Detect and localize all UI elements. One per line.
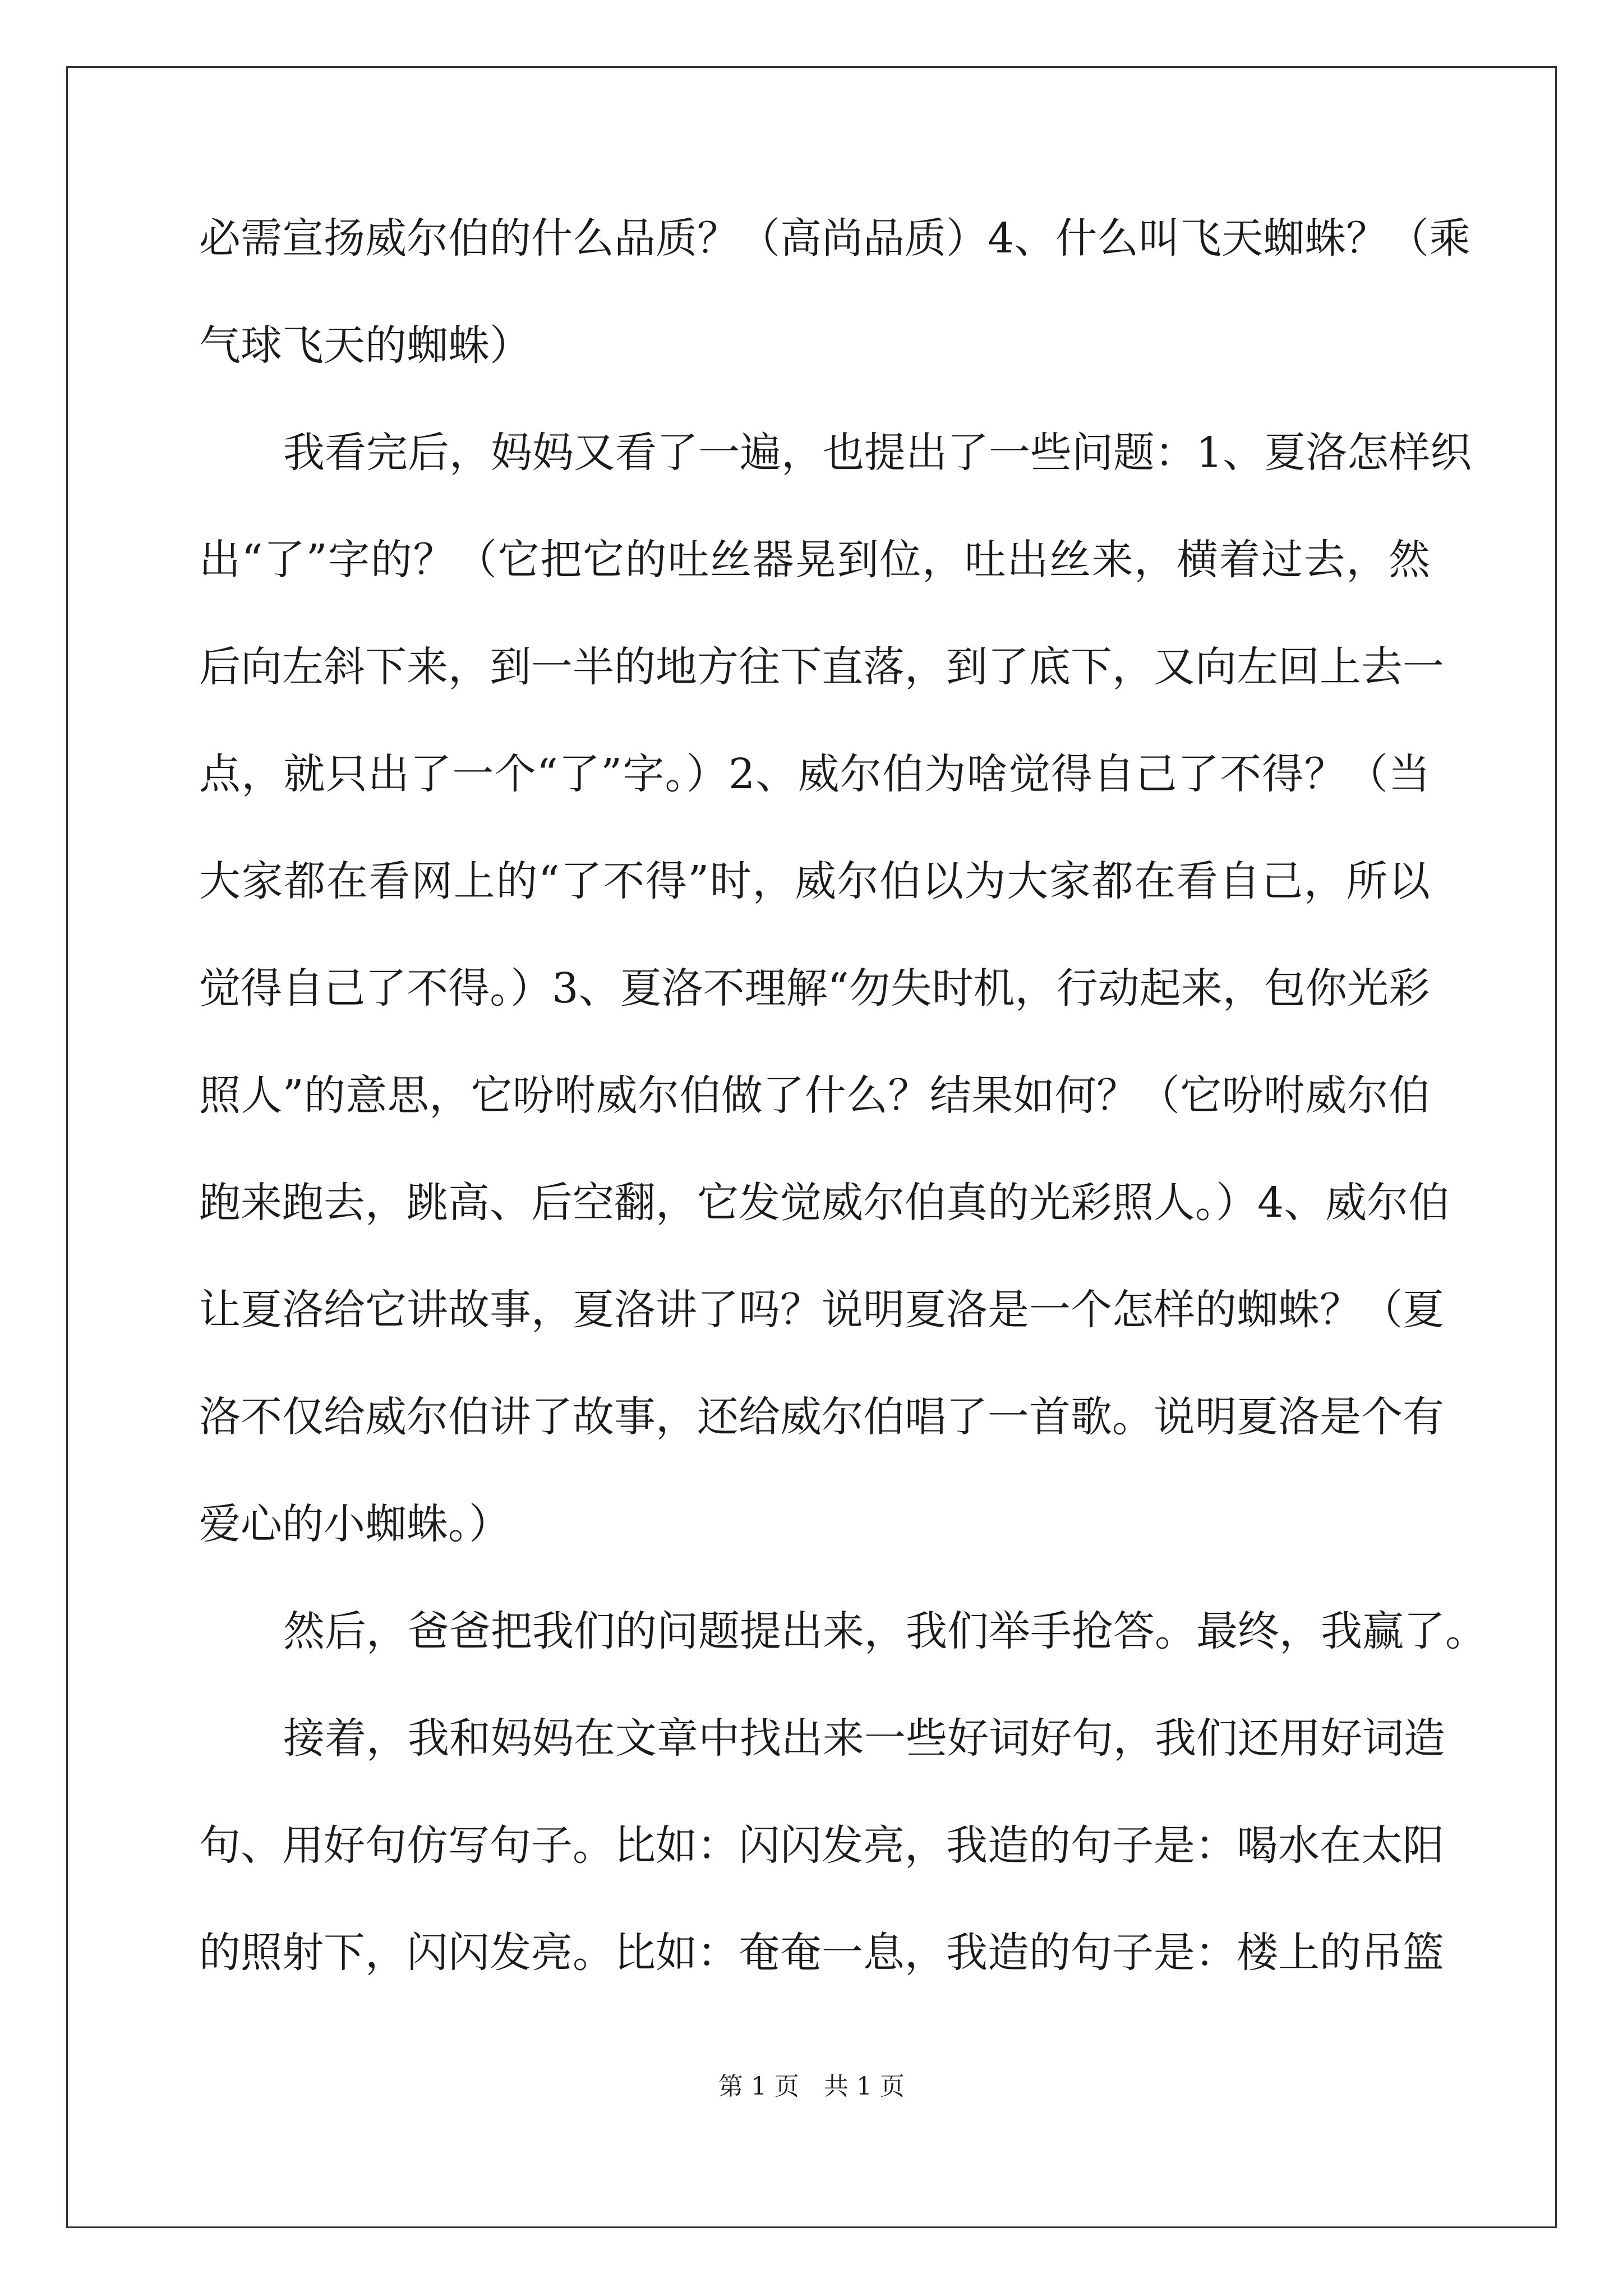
document-body [199,208,1487,2029]
text-line: 洛不仅给威尔伯讲了故事，还给威尔伯唱了一首歌。说明夏洛是个有 [199,1393,1444,1441]
text-line: 必需宣扬威尔伯的什么品质？（高尚品质）4、什么叫飞天蜘蛛？（乘 [199,214,1471,263]
paragraph-start-line: 我看完后，妈妈又看了一遍，也提出了一些问题：1、夏洛怎样织 [283,429,1472,477]
text-line: 爱心的小蜘蛛。） [199,1500,510,1548]
text-line: 觉得自己了不得。）3、夏洛不理解“勿失时机，行动起来，包你光彩 [199,964,1430,1013]
text-line: 出“了”字的？（它把它的吐丝器晃到位，吐出丝来，横着过去，然 [199,536,1430,584]
text-line: 让夏洛给它讲故事，夏洛讲了吗？说明夏洛是一个怎样的蜘蛛？（夏 [199,1286,1444,1334]
text-line: 句、用好句仿写句子。比如：闪闪发亮，我造的句子是：喝水在太阳 [199,1821,1444,1870]
page-number-footer: 第 1 页 共 1 页 [718,2072,905,2101]
text-line: 大家都在看网上的“了不得”时，威尔伯以为大家都在看自己，所以 [199,857,1430,905]
paragraph-start-line: 接着，我和妈妈在文章中找出来一些好词好句，我们还用好词造 [283,1714,1445,1763]
text-line: 气球飞天的蜘蛛） [199,321,531,370]
text-line: 的照射下，闪闪发亮。比如：奄奄一息，我造的句子是：楼上的吊篮 [199,1929,1444,1977]
text-line: 跑来跑去，跳高、后空翻，它发觉威尔伯真的光彩照人。）4、威尔伯 [199,1179,1450,1227]
text-line: 点，就只出了一个“了”字。）2、威尔伯为啥觉得自己了不得？（当 [199,750,1430,798]
text-line: 后向左斜下来，到一半的地方往下直落，到了底下，又向左回上去一 [199,643,1444,691]
paragraph-start-line: 然后，爸爸把我们的问题提出来，我们举手抢答。最终，我赢了。 [283,1607,1487,1655]
text-line: 照人”的意思，它吩咐威尔伯做了什么？结果如何？（它吩咐威尔伯 [199,1071,1430,1120]
